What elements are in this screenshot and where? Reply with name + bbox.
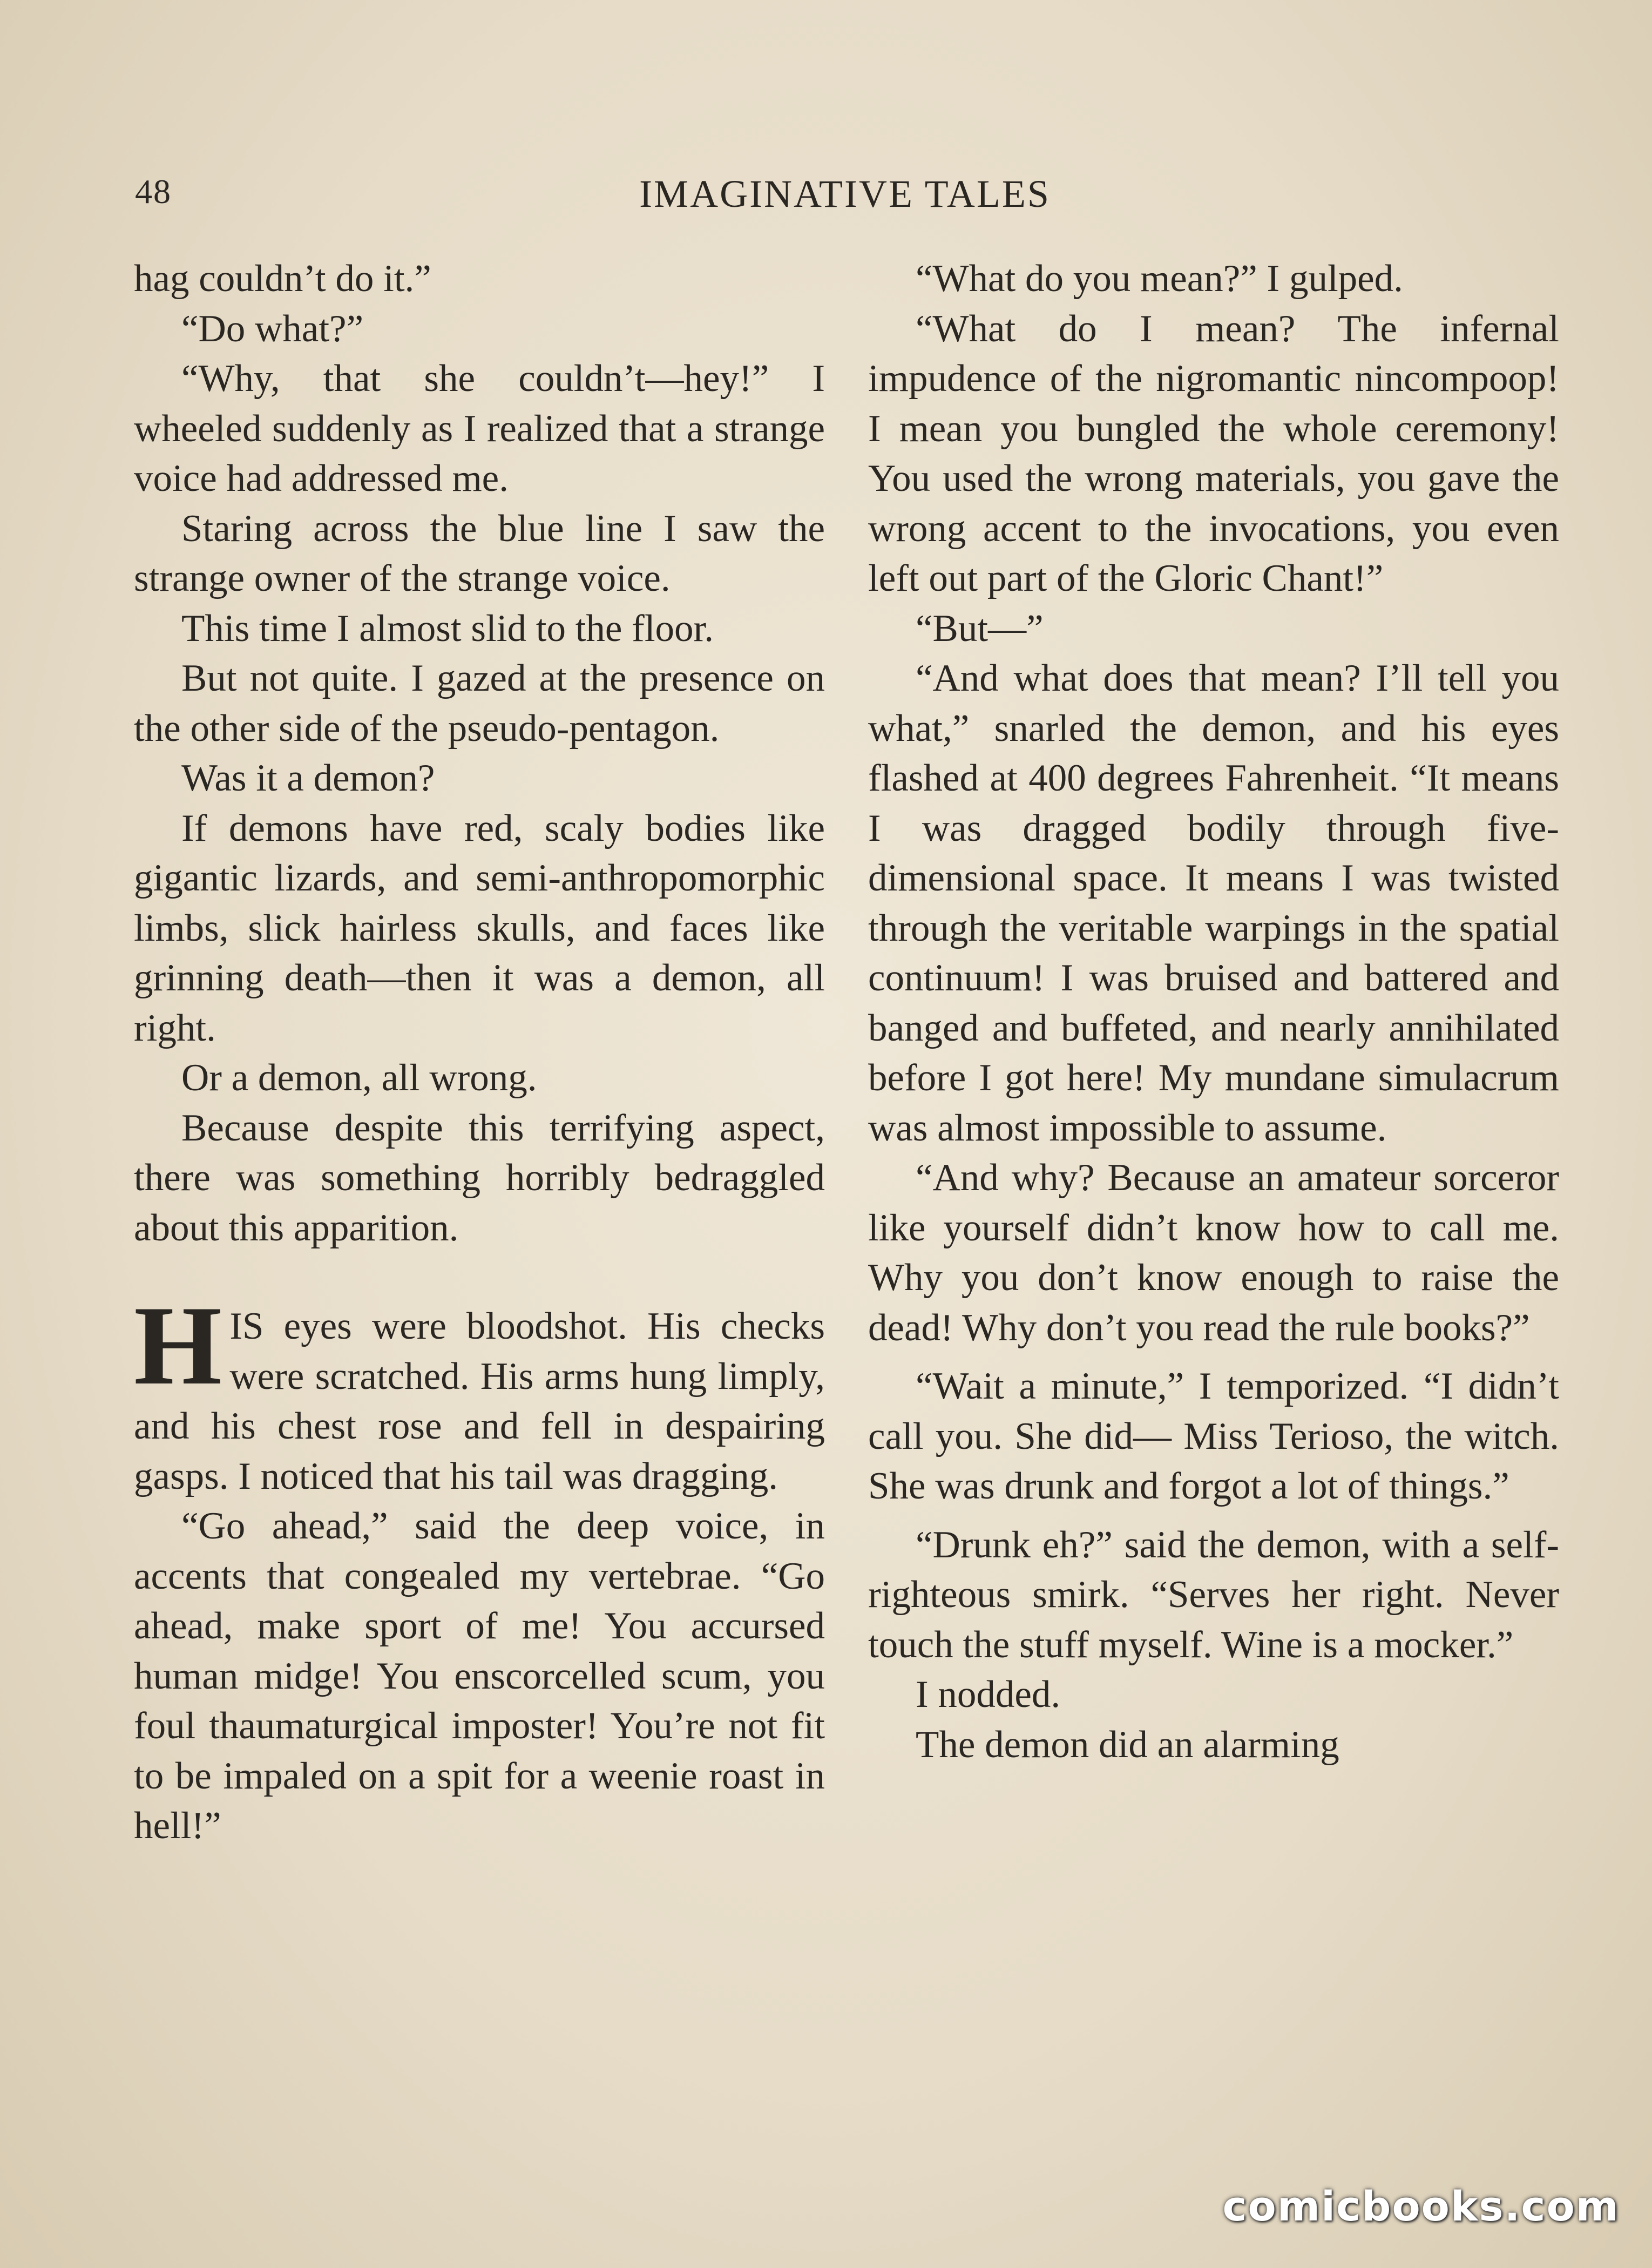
paragraph: “And why? Because an amateur sorceror like yourself didn’t know how to call me. Why you don’t know enough to raise the dead! Why don’t you read the rule books?” bbox=[868, 1157, 1559, 1349]
right-column bbox=[868, 254, 1559, 1770]
paragraph: “What do you mean?” I gulped. bbox=[916, 258, 1403, 300]
paragraph: “But—” bbox=[916, 607, 1044, 650]
page-number: 48 bbox=[135, 172, 172, 211]
paragraph: If demons have red, scaly bodies like gigantic lizards, and semi-anthropomorphic limbs, slick hairless skulls, and faces like grinning death—then it was a demon, all right. bbox=[134, 807, 825, 1049]
left-column bbox=[134, 254, 825, 1851]
page-header bbox=[135, 172, 1555, 220]
paragraph: The demon did an alarming bbox=[916, 1723, 1339, 1766]
paragraph: hag couldn’t do it.” bbox=[134, 258, 431, 300]
paragraph: Or a demon, all wrong. bbox=[181, 1057, 537, 1099]
paragraph: “What do I mean? The infernal impudence of the nigromantic nincompoop! I mean you bungled the whole ceremony! You used the wrong materials, you gave the wrong accent to the invocations, you even left out part of the Gloric Chant!” bbox=[868, 307, 1559, 599]
paragraph: “Go ahead,” said the deep voice, in accents that congealed my vertebrae. “Go ahead, make sport of me! You accursed human midge! You enscorcelled scum, you foul thaumaturgical imposter! You’re not fit to be impaled on a spit for a weenie roast in hell!” bbox=[134, 1505, 825, 1847]
section-opening-paragraph bbox=[134, 1283, 825, 1501]
watermark: comicbooks.com bbox=[1222, 2182, 1620, 2230]
paragraph: I nodded. bbox=[916, 1673, 1061, 1716]
paragraph: “Wait a minute,” I temporized. “I didn’t call you. She did— Miss Terioso, the witch. She was drunk and forgot a lot of things.” bbox=[868, 1365, 1559, 1507]
paragraph: But not quite. I gazed at the presence on the other side of the pseudo-pentagon. bbox=[134, 657, 825, 750]
paragraph-text: IS eyes were bloodshot. His checks were scratched. His arms hung limply, and his chest rose and fell in despairing gasps. I noticed that his tail was dragging. bbox=[134, 1305, 825, 1497]
paragraph: Staring across the blue line I saw the strange owner of the strange voice. bbox=[134, 507, 825, 599]
drop-cap: H bbox=[134, 1283, 222, 1408]
paragraph: “And what does that mean? I’ll tell you what,” snarled the demon, and his eyes flashed at 400 degrees Fahrenheit. “It means I was dragged bodily through five-dimensional space. It means I was twisted through the veritable warpings in the spatial continuum! I was bruised and battered and banged and buffeted, and nearly annihilated before I got here! My mundane simulacrum was almost impossible to assume. bbox=[868, 657, 1559, 1149]
paragraph: This time I almost slid to the floor. bbox=[181, 607, 714, 650]
paragraph: “Do what?” bbox=[181, 307, 364, 350]
paragraph: Was it a demon? bbox=[181, 757, 435, 799]
paragraph: “Why, that she couldn’t—hey!” I wheeled suddenly as I realized that a strange voice had addressed me. bbox=[134, 357, 825, 500]
paragraph: Because despite this terrifying aspect, there was something horribly bedraggled about this apparition. bbox=[134, 1106, 825, 1249]
paragraph: “Drunk eh?” said the demon, with a self-righteous smirk. “Serves her right. Never touch the stuff myself. Wine is a mocker.” bbox=[868, 1523, 1559, 1666]
running-head: IMAGINATIVE TALES bbox=[639, 172, 1051, 215]
